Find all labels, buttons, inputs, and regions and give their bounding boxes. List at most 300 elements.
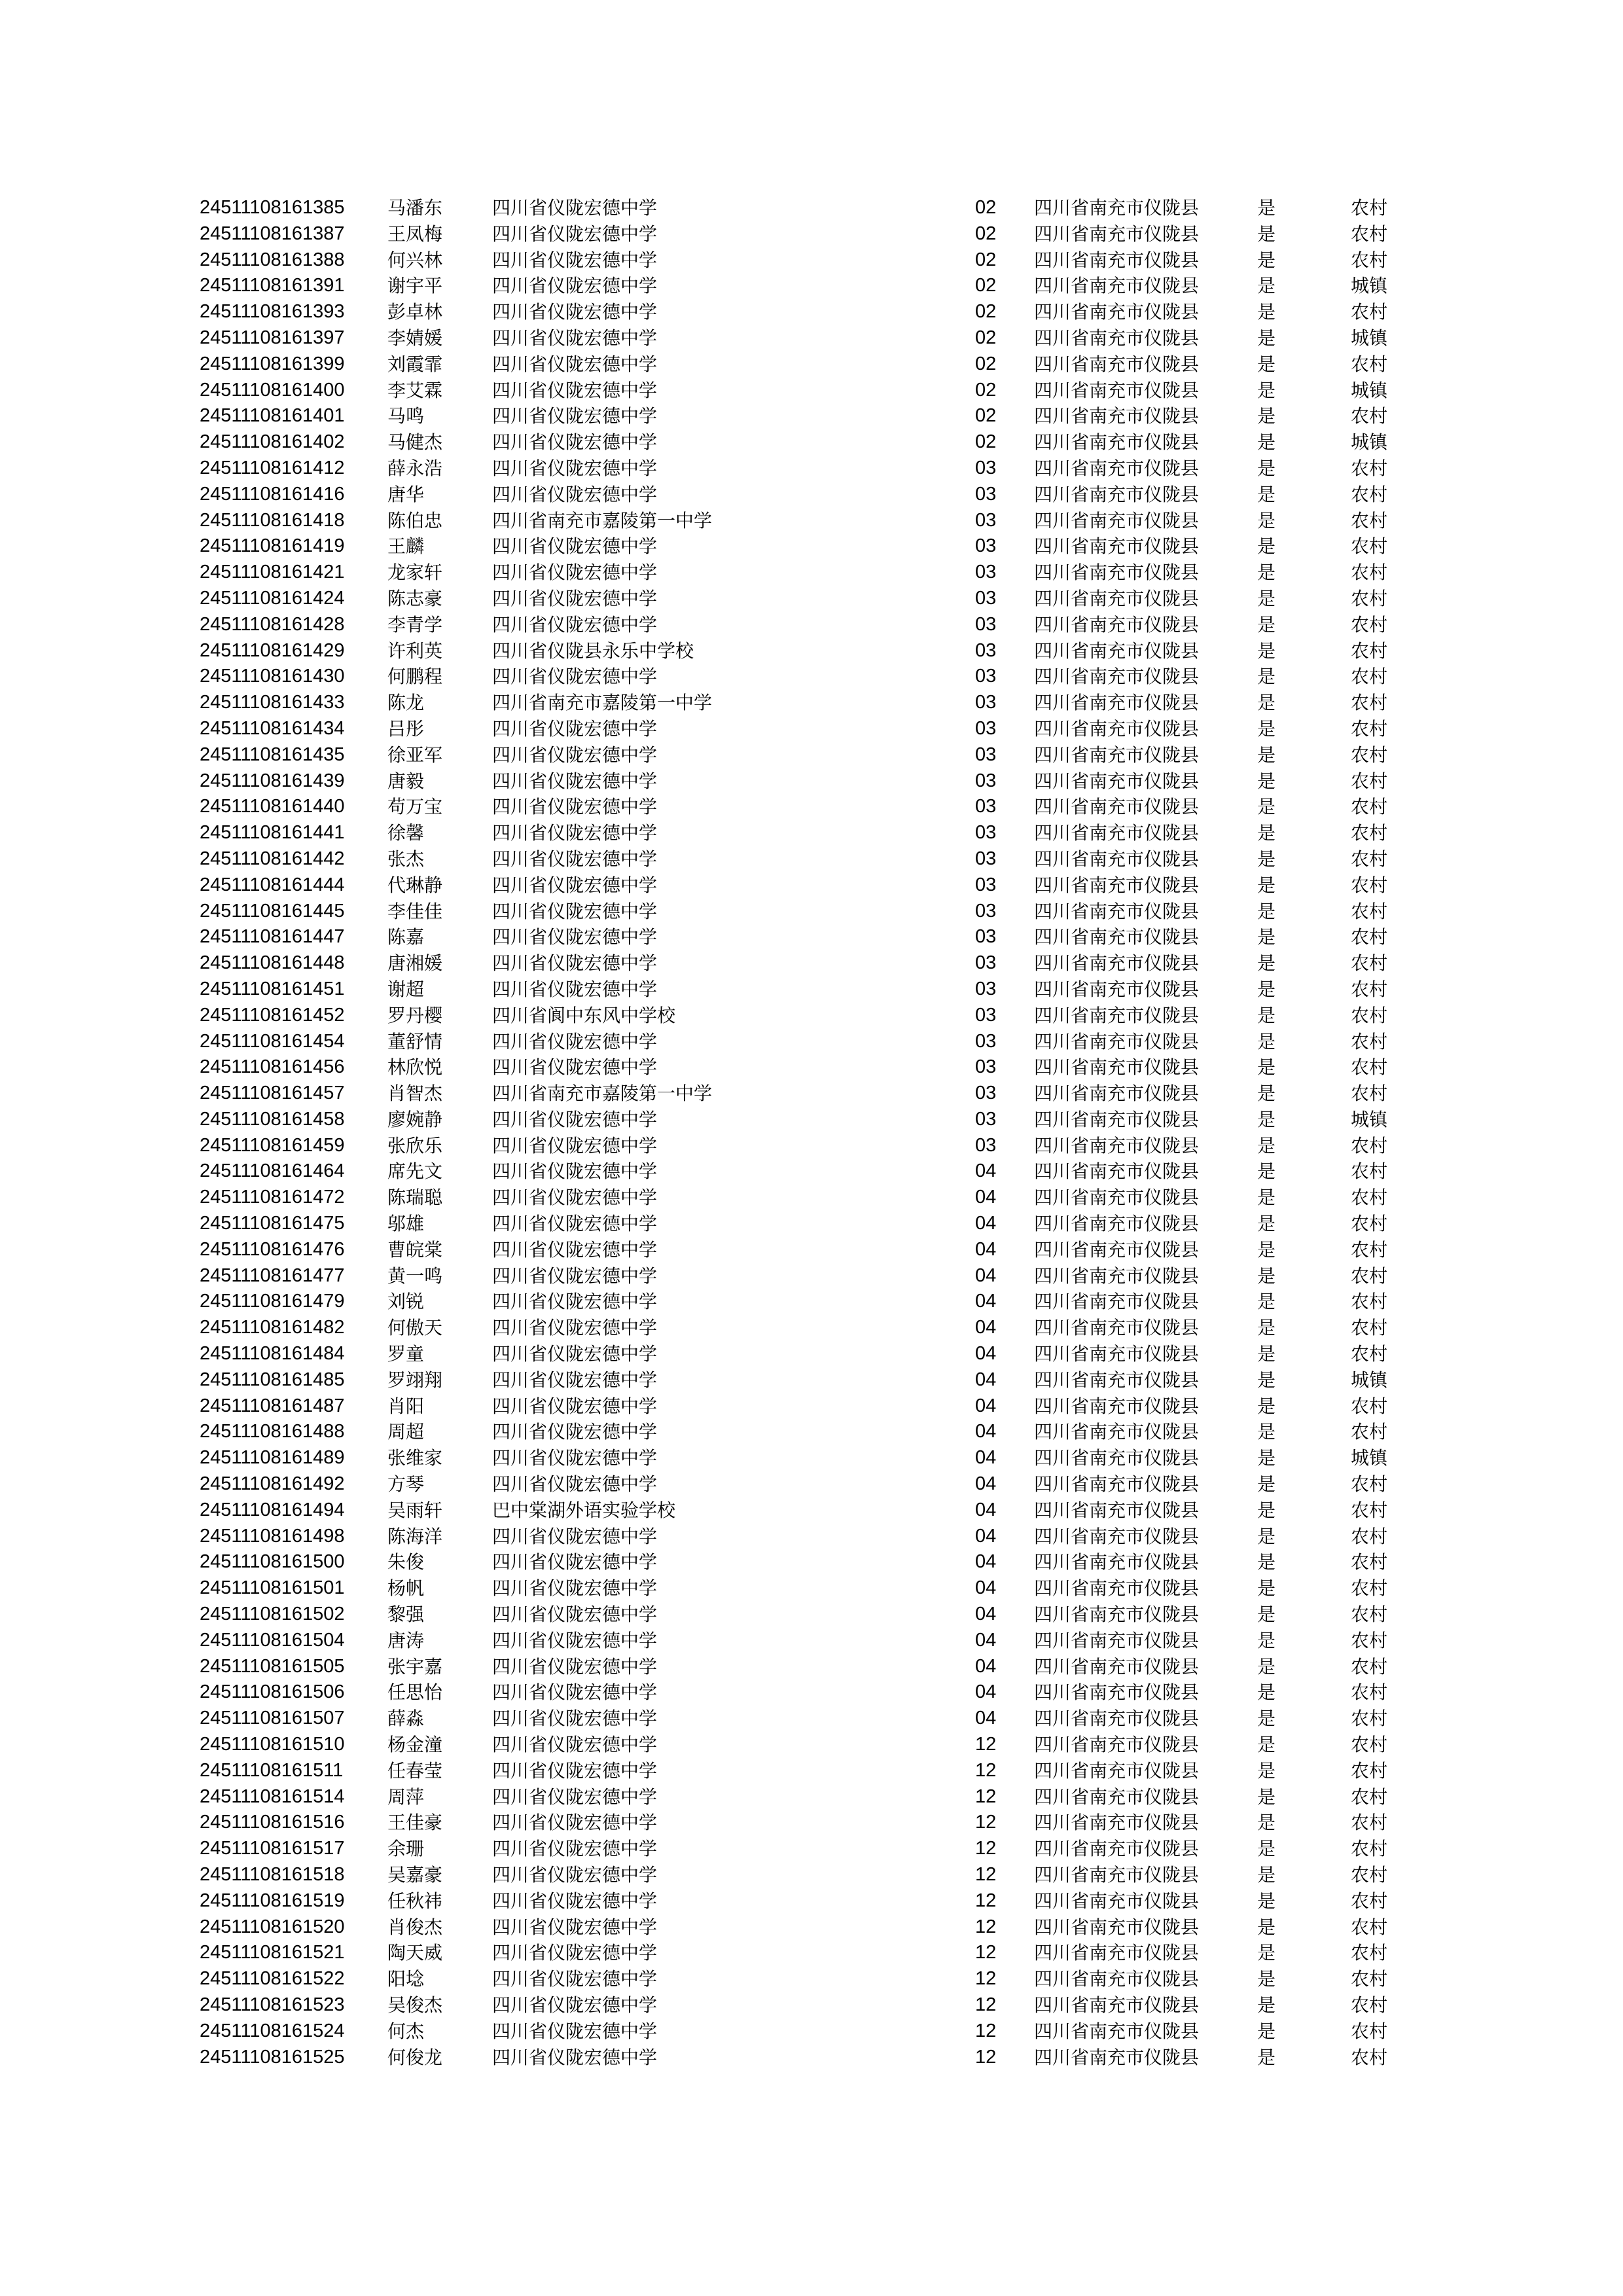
student-id-cell: 24511108161500	[200, 1551, 345, 1573]
flag-cell: 是	[1257, 744, 1276, 766]
address-cell: 四川省南充市仪陇县	[1034, 562, 1200, 584]
student-name-cell: 李婧媛	[387, 327, 443, 349]
flag-cell: 是	[1257, 978, 1276, 1000]
flag-cell: 是	[1257, 1785, 1276, 1808]
student-id-cell: 24511108161522	[200, 1968, 345, 1990]
student-id-cell: 24511108161492	[200, 1473, 345, 1495]
address-cell: 四川省南充市仪陇县	[1034, 1134, 1200, 1157]
school-cell: 四川省仪陇宏德中学	[492, 1629, 658, 1651]
area-type-cell: 城镇	[1351, 379, 1388, 401]
table-row	[0, 899, 1623, 925]
address-cell: 四川省南充市仪陇县	[1034, 717, 1200, 740]
flag-cell: 是	[1257, 587, 1276, 609]
school-cell: 四川省仪陇宏德中学	[492, 1942, 658, 1964]
student-id-cell: 24511108161517	[200, 1838, 345, 1859]
class-code-cell: 03	[975, 926, 997, 948]
school-cell: 四川省仪陇宏德中学	[492, 1265, 658, 1287]
table-row	[0, 1081, 1623, 1107]
student-id-cell: 24511108161504	[200, 1629, 345, 1651]
school-cell: 四川省仪陇宏德中学	[492, 1655, 658, 1677]
flag-cell: 是	[1257, 535, 1276, 558]
student-id-cell: 24511108161487	[200, 1395, 345, 1416]
class-code-cell: 03	[975, 692, 997, 713]
student-id-cell: 24511108161441	[200, 822, 345, 844]
school-cell: 四川省仪陇宏德中学	[492, 1708, 658, 1730]
table-row	[0, 690, 1623, 716]
student-name-cell: 李艾霖	[387, 379, 443, 401]
address-cell: 四川省南充市仪陇县	[1034, 1785, 1200, 1808]
table-row	[0, 1341, 1623, 1367]
student-id-cell: 24511108161524	[200, 2020, 345, 2041]
class-code-cell: 12	[975, 2046, 997, 2068]
area-type-cell: 农村	[1351, 900, 1388, 922]
student-name-cell: 张杰	[387, 848, 425, 870]
class-code-cell: 02	[975, 405, 997, 427]
class-code-cell: 04	[975, 1525, 997, 1547]
table-row	[0, 1966, 1623, 1992]
student-name-cell: 任秋祎	[387, 1890, 443, 1912]
address-cell: 四川省南充市仪陇县	[1034, 1421, 1200, 1443]
address-cell: 四川省南充市仪陇县	[1034, 1369, 1200, 1391]
area-type-cell: 农村	[1351, 1291, 1388, 1313]
flag-cell: 是	[1257, 1942, 1276, 1964]
school-cell: 四川省仪陇宏德中学	[492, 1577, 658, 1600]
student-id-cell: 24511108161442	[200, 848, 345, 869]
school-cell: 四川省仪陇宏德中学	[492, 405, 658, 427]
area-type-cell: 农村	[1351, 692, 1388, 714]
student-name-cell: 杨金潼	[387, 1734, 443, 1756]
class-code-cell: 03	[975, 900, 997, 922]
student-name-cell: 任春莹	[387, 1759, 443, 1782]
flag-cell: 是	[1257, 1108, 1276, 1130]
area-type-cell: 农村	[1351, 848, 1388, 870]
school-cell: 四川省仪陇宏德中学	[492, 1343, 658, 1365]
class-code-cell: 03	[975, 483, 997, 505]
area-type-cell: 农村	[1351, 301, 1388, 323]
table-row	[0, 378, 1623, 404]
student-id-cell: 24511108161477	[200, 1265, 345, 1286]
student-name-cell: 余珊	[387, 1838, 425, 1860]
flag-cell: 是	[1257, 952, 1276, 975]
school-cell: 四川省仪陇宏德中学	[492, 587, 658, 609]
student-id-cell: 24511108161435	[200, 744, 345, 765]
student-id-cell: 24511108161521	[200, 1942, 345, 1964]
school-cell: 四川省仪陇宏德中学	[492, 744, 658, 766]
school-cell: 四川省仪陇宏德中学	[492, 796, 658, 818]
flag-cell: 是	[1257, 692, 1276, 714]
student-name-cell: 吴雨轩	[387, 1499, 443, 1521]
school-cell: 四川省仪陇宏德中学	[492, 1187, 658, 1209]
class-code-cell: 02	[975, 353, 997, 374]
table-row	[0, 1862, 1623, 1888]
student-id-cell: 24511108161448	[200, 952, 345, 974]
address-cell: 四川省南充市仪陇县	[1034, 796, 1200, 818]
student-name-cell: 曹皖棠	[387, 1238, 443, 1261]
table-row	[0, 1914, 1623, 1941]
student-name-cell: 何傲天	[387, 1317, 443, 1339]
flag-cell: 是	[1257, 926, 1276, 948]
flag-cell: 是	[1257, 249, 1276, 271]
table-row	[0, 1498, 1623, 1524]
student-name-cell: 徐亚军	[387, 744, 443, 766]
flag-cell: 是	[1257, 1864, 1276, 1886]
school-cell: 巴中棠湖外语实验学校	[492, 1499, 676, 1521]
school-cell: 四川省仪陇宏德中学	[492, 2046, 658, 2068]
address-cell: 四川省南充市仪陇县	[1034, 1629, 1200, 1651]
address-cell: 四川省南充市仪陇县	[1034, 1890, 1200, 1912]
address-cell: 四川省南充市仪陇县	[1034, 1395, 1200, 1417]
flag-cell: 是	[1257, 1030, 1276, 1052]
address-cell: 四川省南充市仪陇县	[1034, 1942, 1200, 1964]
area-type-cell: 农村	[1351, 1734, 1388, 1756]
area-type-cell: 农村	[1351, 2020, 1388, 2042]
flag-cell: 是	[1257, 1604, 1276, 1626]
class-code-cell: 03	[975, 744, 997, 765]
table-row	[0, 1758, 1623, 1784]
student-name-cell: 张欣乐	[387, 1134, 443, 1157]
school-cell: 四川省仪陇宏德中学	[492, 1369, 658, 1391]
address-cell: 四川省南充市仪陇县	[1034, 1291, 1200, 1313]
class-code-cell: 04	[975, 1291, 997, 1312]
flag-cell: 是	[1257, 1421, 1276, 1443]
student-name-cell: 黄一鸣	[387, 1265, 443, 1287]
address-cell: 四川省南充市仪陇县	[1034, 535, 1200, 558]
student-id-cell: 24511108161458	[200, 1108, 345, 1130]
area-type-cell: 农村	[1351, 483, 1388, 505]
table-row	[0, 351, 1623, 378]
area-type-cell: 农村	[1351, 1577, 1388, 1600]
table-row	[0, 1289, 1623, 1315]
class-code-cell: 03	[975, 822, 997, 844]
student-id-cell: 24511108161506	[200, 1681, 345, 1703]
student-id-cell: 24511108161525	[200, 2046, 345, 2068]
student-name-cell: 张维家	[387, 1447, 443, 1469]
area-type-cell: 农村	[1351, 509, 1388, 531]
school-cell: 四川省仪陇宏德中学	[492, 353, 658, 375]
address-cell: 四川省南充市仪陇县	[1034, 952, 1200, 975]
student-id-cell: 24511108161457	[200, 1083, 345, 1104]
area-type-cell: 农村	[1351, 1994, 1388, 2016]
class-code-cell: 03	[975, 535, 997, 557]
student-name-cell: 王麟	[387, 535, 425, 558]
class-code-cell: 03	[975, 717, 997, 739]
table-row	[0, 1471, 1623, 1498]
area-type-cell: 农村	[1351, 1604, 1388, 1626]
flag-cell: 是	[1257, 509, 1276, 531]
address-cell: 四川省南充市仪陇县	[1034, 692, 1200, 714]
table-row	[0, 768, 1623, 795]
student-name-cell: 吕彤	[387, 717, 425, 740]
area-type-cell: 农村	[1351, 1968, 1388, 1990]
student-id-cell: 24511108161520	[200, 1916, 345, 1937]
area-type-cell: 农村	[1351, 1213, 1388, 1235]
table-row	[0, 1263, 1623, 1289]
student-name-cell: 周萍	[387, 1785, 425, 1808]
table-row	[0, 273, 1623, 299]
table-row	[0, 820, 1623, 846]
flag-cell: 是	[1257, 483, 1276, 505]
area-type-cell: 农村	[1351, 1421, 1388, 1443]
student-name-cell: 刘锐	[387, 1291, 425, 1313]
address-cell: 四川省南充市仪陇县	[1034, 2046, 1200, 2068]
table-row	[0, 2018, 1623, 2045]
school-cell: 四川省仪陇宏德中学	[492, 952, 658, 975]
student-id-cell: 24511108161402	[200, 431, 345, 453]
address-cell: 四川省南充市仪陇县	[1034, 900, 1200, 922]
area-type-cell: 农村	[1351, 1499, 1388, 1521]
area-type-cell: 农村	[1351, 1160, 1388, 1183]
address-cell: 四川省南充市仪陇县	[1034, 509, 1200, 531]
table-row	[0, 247, 1623, 274]
class-code-cell: 03	[975, 1056, 997, 1078]
table-row	[0, 533, 1623, 560]
student-name-cell: 罗童	[387, 1343, 425, 1365]
area-type-cell: 农村	[1351, 1812, 1388, 1834]
flag-cell: 是	[1257, 275, 1276, 297]
class-code-cell: 03	[975, 613, 997, 635]
table-row	[0, 586, 1623, 612]
student-id-cell: 24511108161434	[200, 717, 345, 739]
school-cell: 四川省仪陇宏德中学	[492, 666, 658, 688]
school-cell: 四川省仪陇宏德中学	[492, 1421, 658, 1443]
school-cell: 四川省仪陇县永乐中学校	[492, 639, 694, 662]
student-name-cell: 席先文	[387, 1160, 443, 1183]
table-row	[0, 1133, 1623, 1159]
school-cell: 四川省仪陇宏德中学	[492, 978, 658, 1000]
student-id-cell: 24511108161456	[200, 1056, 345, 1078]
class-code-cell: 02	[975, 327, 997, 348]
student-name-cell: 杨帆	[387, 1577, 425, 1600]
flag-cell: 是	[1257, 1968, 1276, 1990]
class-code-cell: 12	[975, 1864, 997, 1885]
table-row	[0, 403, 1623, 429]
student-id-cell: 24511108161412	[200, 457, 345, 478]
school-cell: 四川省仪陇宏德中学	[492, 613, 658, 636]
area-type-cell: 农村	[1351, 1759, 1388, 1782]
student-id-cell: 24511108161494	[200, 1499, 345, 1520]
area-type-cell: 农村	[1351, 1942, 1388, 1964]
table-row	[0, 560, 1623, 586]
area-type-cell: 农村	[1351, 744, 1388, 766]
area-type-cell: 农村	[1351, 978, 1388, 1000]
flag-cell: 是	[1257, 1708, 1276, 1730]
student-id-cell: 24511108161464	[200, 1160, 345, 1182]
student-name-cell: 邬雄	[387, 1213, 425, 1235]
class-code-cell: 12	[975, 1942, 997, 1964]
flag-cell: 是	[1257, 1395, 1276, 1417]
student-name-cell: 唐湘媛	[387, 952, 443, 975]
class-code-cell: 03	[975, 1004, 997, 1026]
flag-cell: 是	[1257, 1890, 1276, 1912]
school-cell: 四川省仪陇宏德中学	[492, 1134, 658, 1157]
flag-cell: 是	[1257, 848, 1276, 870]
address-cell: 四川省南充市仪陇县	[1034, 1056, 1200, 1079]
address-cell: 四川省南充市仪陇县	[1034, 405, 1200, 427]
student-name-cell: 方琴	[387, 1473, 425, 1496]
flag-cell: 是	[1257, 1083, 1276, 1105]
student-name-cell: 林欣悦	[387, 1056, 443, 1079]
school-cell: 四川省仪陇宏德中学	[492, 1994, 658, 2016]
area-type-cell: 农村	[1351, 587, 1388, 609]
table-row	[0, 924, 1623, 950]
area-type-cell: 农村	[1351, 874, 1388, 896]
address-cell: 四川省南充市仪陇县	[1034, 1734, 1200, 1756]
address-cell: 四川省南充市仪陇县	[1034, 1838, 1200, 1860]
address-cell: 四川省南充市仪陇县	[1034, 1864, 1200, 1886]
class-code-cell: 04	[975, 1369, 997, 1390]
area-type-cell: 农村	[1351, 639, 1388, 662]
flag-cell: 是	[1257, 379, 1276, 401]
flag-cell: 是	[1257, 874, 1276, 896]
student-id-cell: 24511108161459	[200, 1134, 345, 1156]
student-name-cell: 张宇嘉	[387, 1655, 443, 1677]
school-cell: 四川省仪陇宏德中学	[492, 926, 658, 948]
flag-cell: 是	[1257, 1551, 1276, 1573]
school-cell: 四川省仪陇宏德中学	[492, 1551, 658, 1573]
class-code-cell: 03	[975, 1108, 997, 1130]
student-id-cell: 24511108161451	[200, 978, 345, 999]
student-name-cell: 肖智杰	[387, 1083, 443, 1105]
flag-cell: 是	[1257, 405, 1276, 427]
student-name-cell: 谢宇平	[387, 275, 443, 297]
address-cell: 四川省南充市仪陇县	[1034, 1238, 1200, 1261]
address-cell: 四川省南充市仪陇县	[1034, 587, 1200, 609]
flag-cell: 是	[1257, 900, 1276, 922]
flag-cell: 是	[1257, 1916, 1276, 1938]
class-code-cell: 12	[975, 1838, 997, 1859]
address-cell: 四川省南充市仪陇县	[1034, 613, 1200, 636]
class-code-cell: 03	[975, 666, 997, 687]
school-cell: 四川省仪陇宏德中学	[492, 1291, 658, 1313]
student-name-cell: 李佳佳	[387, 900, 443, 922]
class-code-cell: 03	[975, 587, 997, 609]
student-list-table	[0, 195, 1623, 2070]
student-name-cell: 黎强	[387, 1604, 425, 1626]
class-code-cell: 04	[975, 1160, 997, 1182]
class-code-cell: 12	[975, 1968, 997, 1990]
student-name-cell: 何杰	[387, 2020, 425, 2042]
flag-cell: 是	[1257, 1812, 1276, 1834]
student-id-cell: 24511108161440	[200, 796, 345, 817]
class-code-cell: 04	[975, 1447, 997, 1469]
table-row	[0, 1367, 1623, 1393]
class-code-cell: 04	[975, 1238, 997, 1260]
class-code-cell: 12	[975, 1759, 997, 1781]
flag-cell: 是	[1257, 1838, 1276, 1860]
class-code-cell: 03	[975, 639, 997, 661]
table-row	[0, 1940, 1623, 1966]
address-cell: 四川省南充市仪陇县	[1034, 926, 1200, 948]
school-cell: 四川省仪陇宏德中学	[492, 483, 658, 505]
area-type-cell: 农村	[1351, 952, 1388, 975]
flag-cell: 是	[1257, 1238, 1276, 1261]
class-code-cell: 02	[975, 223, 997, 244]
table-row	[0, 794, 1623, 820]
student-name-cell: 何兴林	[387, 249, 443, 271]
school-cell: 四川省仪陇宏德中学	[492, 1734, 658, 1756]
table-row	[0, 1706, 1623, 1732]
address-cell: 四川省南充市仪陇县	[1034, 1187, 1200, 1209]
class-code-cell: 12	[975, 2020, 997, 2041]
school-cell: 四川省仪陇宏德中学	[492, 535, 658, 558]
address-cell: 四川省南充市仪陇县	[1034, 275, 1200, 297]
student-id-cell: 24511108161516	[200, 1812, 345, 1833]
table-row	[0, 299, 1623, 325]
flag-cell: 是	[1257, 1655, 1276, 1677]
flag-cell: 是	[1257, 197, 1276, 219]
table-row	[0, 977, 1623, 1003]
student-name-cell: 唐华	[387, 483, 425, 505]
table-row	[0, 1524, 1623, 1550]
student-id-cell: 24511108161387	[200, 223, 345, 244]
class-code-cell: 12	[975, 1916, 997, 1937]
school-cell: 四川省仪陇宏德中学	[492, 562, 658, 584]
student-name-cell: 陈伯忠	[387, 509, 443, 531]
flag-cell: 是	[1257, 639, 1276, 662]
class-code-cell: 12	[975, 1785, 997, 1807]
school-cell: 四川省仪陇宏德中学	[492, 1759, 658, 1782]
student-name-cell: 罗翊翔	[387, 1369, 443, 1391]
area-type-cell: 农村	[1351, 822, 1388, 844]
flag-cell: 是	[1257, 822, 1276, 844]
flag-cell: 是	[1257, 1265, 1276, 1287]
area-type-cell: 农村	[1351, 1551, 1388, 1573]
student-id-cell: 24511108161501	[200, 1577, 345, 1599]
student-id-cell: 24511108161454	[200, 1030, 345, 1052]
flag-cell: 是	[1257, 1473, 1276, 1496]
student-id-cell: 24511108161401	[200, 405, 345, 427]
address-cell: 四川省南充市仪陇县	[1034, 327, 1200, 349]
table-row	[0, 2045, 1623, 2071]
class-code-cell: 03	[975, 796, 997, 817]
table-row	[0, 846, 1623, 872]
student-id-cell: 24511108161447	[200, 926, 345, 948]
table-row	[0, 612, 1623, 638]
area-type-cell: 农村	[1351, 1708, 1388, 1730]
student-id-cell: 24511108161484	[200, 1343, 345, 1365]
area-type-cell: 农村	[1351, 1187, 1388, 1209]
class-code-cell: 12	[975, 1734, 997, 1755]
student-name-cell: 马潘东	[387, 197, 443, 219]
table-row	[0, 1445, 1623, 1471]
school-cell: 四川省仪陇宏德中学	[492, 1213, 658, 1235]
area-type-cell: 农村	[1351, 405, 1388, 427]
class-code-cell: 02	[975, 379, 997, 401]
student-name-cell: 陈龙	[387, 692, 425, 714]
school-cell: 四川省仪陇宏德中学	[492, 197, 658, 219]
address-cell: 四川省南充市仪陇县	[1034, 1317, 1200, 1339]
student-id-cell: 24511108161391	[200, 275, 345, 296]
student-name-cell: 董舒情	[387, 1030, 443, 1052]
class-code-cell: 12	[975, 1994, 997, 2015]
student-id-cell: 24511108161511	[200, 1759, 344, 1781]
area-type-cell: 城镇	[1351, 1108, 1388, 1130]
address-cell: 四川省南充市仪陇县	[1034, 874, 1200, 896]
student-id-cell: 24511108161429	[200, 639, 345, 661]
table-row	[0, 1003, 1623, 1029]
table-row	[0, 195, 1623, 221]
address-cell: 四川省南充市仪陇县	[1034, 1160, 1200, 1183]
student-name-cell: 陈瑞聪	[387, 1187, 443, 1209]
class-code-cell: 03	[975, 1134, 997, 1156]
student-id-cell: 24511108161475	[200, 1213, 345, 1234]
address-cell: 四川省南充市仪陇县	[1034, 431, 1200, 454]
address-cell: 四川省南充市仪陇县	[1034, 2020, 1200, 2042]
address-cell: 四川省南充市仪陇县	[1034, 379, 1200, 401]
area-type-cell: 城镇	[1351, 1447, 1388, 1469]
class-code-cell: 03	[975, 978, 997, 999]
school-cell: 四川省仪陇宏德中学	[492, 379, 658, 401]
